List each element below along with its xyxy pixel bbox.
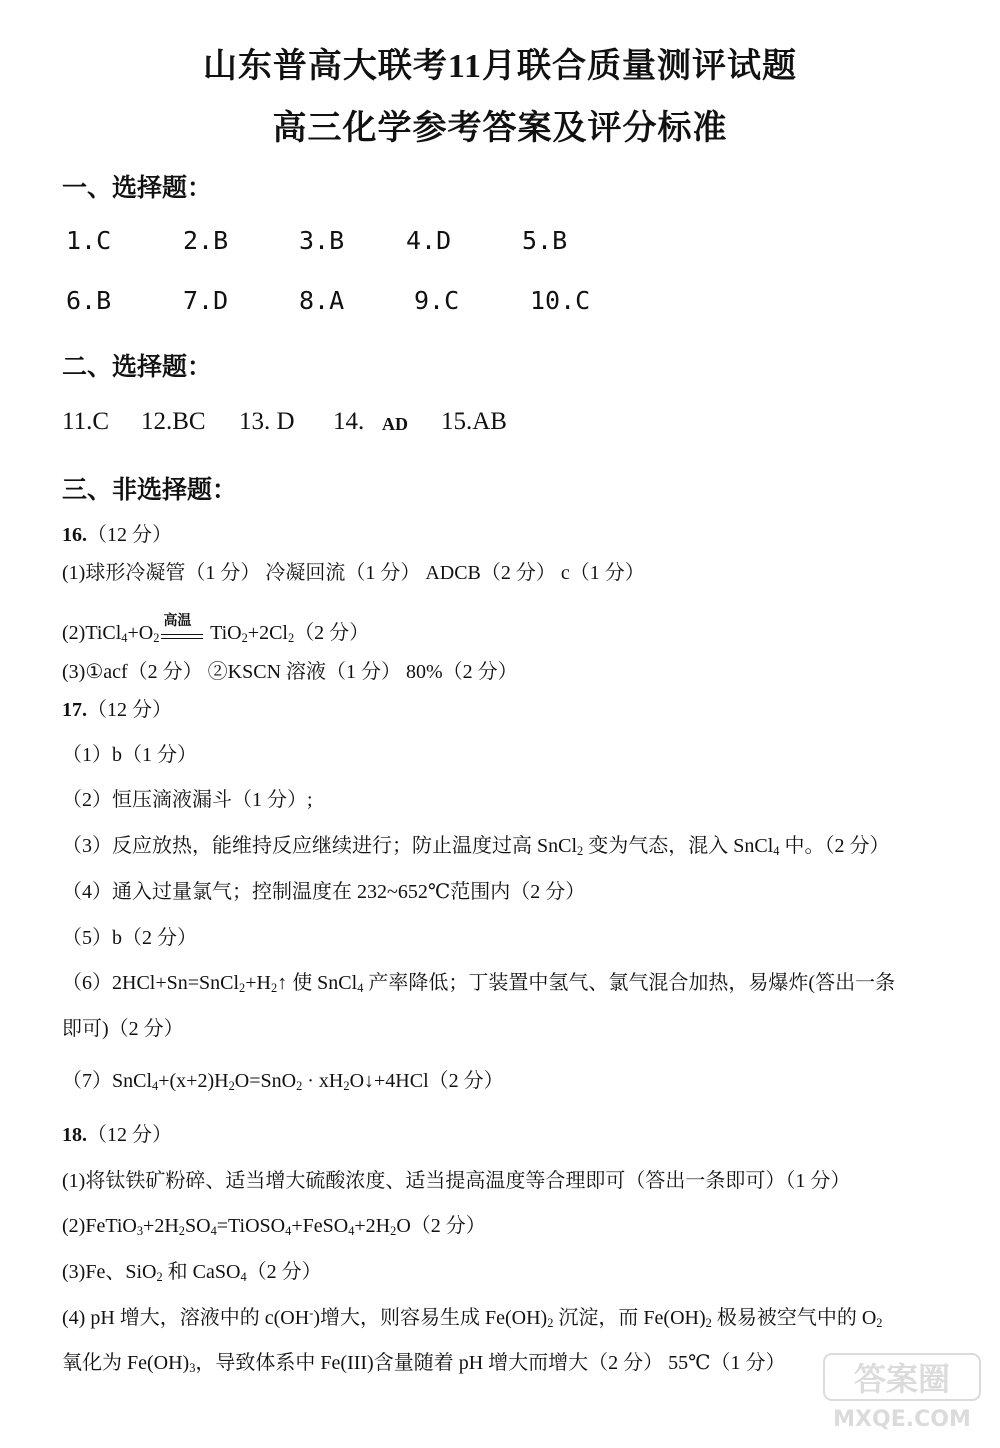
- q16-part1: (1)球形冷凝管（1 分） 冷凝回流（1 分） ADCB（2 分） c（1 分）: [62, 562, 645, 584]
- answer-item: 14.: [333, 408, 365, 435]
- answer-item: 12.BC: [141, 408, 206, 435]
- answer-item-small: AD: [382, 414, 408, 434]
- watermark-logo: [822, 1352, 982, 1434]
- q17-part1: （1）b（1 分）: [62, 744, 197, 766]
- answer-item: 1.C: [66, 226, 112, 255]
- doc-title-line1: 山东普高大联考11月联合质量测评试题: [202, 48, 798, 85]
- q17-part5: （5）b（2 分）: [62, 927, 197, 949]
- answer-item: 8.A: [299, 286, 345, 315]
- q18-part2: $(2)FeTiO_3+2H_2SO_4=TiOSO_4+FeSO_4+2H_2O(2$ 分）: [62, 1215, 486, 1239]
- q17-part3: （3）反应放热，能维持反应继续进行；防止温度过高 SnCl$_2$ 变为气态，混入 SnCl$_4$ 中。（2 分）: [62, 835, 890, 859]
- answer-item: 2.B: [183, 226, 229, 255]
- answer-item: 9.C: [414, 286, 460, 315]
- q16-part2: $(2)TiCl_4+O_2$ 高温 $TiO_2+2Cl_2(2$ 分）: [62, 614, 370, 646]
- q18-heading: 18.（12 分）: [62, 1124, 172, 1146]
- answer-item: 6.B: [66, 286, 112, 315]
- reaction-condition: 高温: [161, 632, 203, 639]
- q18-part4-continued: 氧化为 $Fe(OH)_3$，导致体系中 Fe(III)含量随着 pH 增大而增大（2 分） 55℃（1 分）: [62, 1352, 786, 1376]
- answer-item: 13. D: [239, 408, 295, 435]
- answer-item: 5.B: [522, 226, 568, 255]
- answer-item: 7.D: [183, 286, 229, 315]
- q17-heading: 17.（12 分）: [62, 699, 172, 721]
- svg-text:答案圈: 答案圈: [853, 1360, 951, 1398]
- answer-item: 15.AB: [441, 408, 507, 435]
- q17-part2: （2）恒压滴液漏斗（1 分）;: [62, 789, 313, 811]
- q16-part3: (3)①acf（2 分） ②KSCN 溶液（1 分） 80%（2 分）: [62, 661, 518, 683]
- q18-part4: (4) pH 增大，溶液中的 c(OH-)增大，则容易生成 $Fe(OH)_2$ 沉淀，而 $Fe(OH)_2$ 极易被空气中的 $O_2$: [62, 1306, 883, 1331]
- answer-item: 3.B: [299, 226, 345, 255]
- section3-title: 三、非选择题：: [62, 477, 238, 504]
- svg-text:MXQE.COM: MXQE.COM: [833, 1407, 971, 1432]
- q18-part3: (3)Fe、SiO$_2$ 和 CaSO$_4$（2 分）: [62, 1261, 322, 1285]
- q17-part6: $(6)2HCl+Sn=SnCl_2+H_2↑$ 使 SnCl$_4$ 产率降低；丁装置中氢气、氯气混合加热，易爆炸(答出一条: [62, 972, 896, 996]
- q17-part6-continued: 即可)（2 分）: [62, 1018, 184, 1040]
- q18-part1: (1)将钛铁矿粉碎、适当增大硫酸浓度、适当提高温度等合理即可（答出一条即可）（1 分）: [62, 1170, 851, 1192]
- section1-title: 一、选择题：: [62, 175, 213, 202]
- answer-item: 10.C: [530, 286, 591, 315]
- q17-part7: $(7)SnCl_4+(x+2)H_2O=SnO_2$ · $xH_2O↓+4HCl(2$ 分）: [62, 1070, 504, 1094]
- answer-item: 11.C: [62, 408, 109, 435]
- doc-title-line2: 高三化学参考答案及评分标准: [272, 110, 728, 147]
- q16-heading: 16.（12 分）: [62, 524, 172, 546]
- q17-part4: （4）通入过量氯气；控制温度在 232~652℃范围内（2 分）: [62, 881, 586, 903]
- section2-title: 二、选择题：: [62, 354, 213, 381]
- answer-item: 4.D: [406, 226, 452, 255]
